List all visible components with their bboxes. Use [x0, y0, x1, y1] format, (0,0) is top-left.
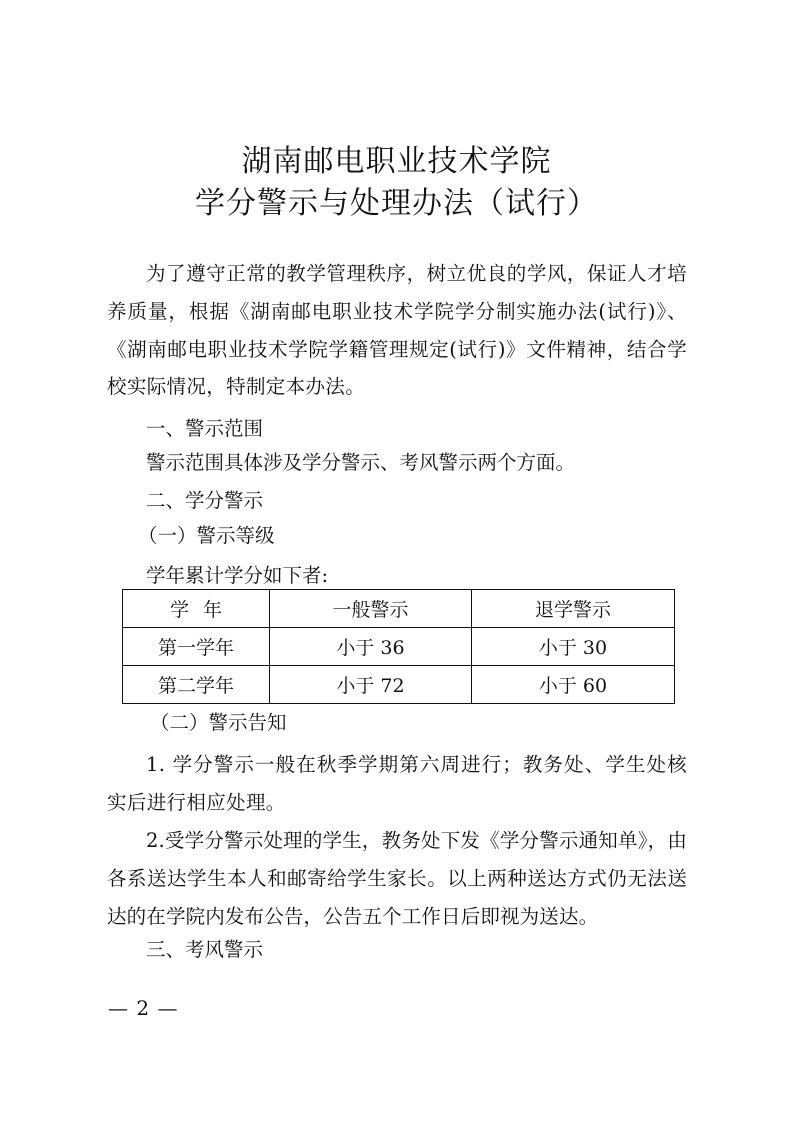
section1-text: 警示范围具体涉及学分警示、考风警示两个方面。: [146, 451, 576, 474]
section3-heading: 三、考风警示: [146, 938, 264, 961]
table-header-general-warning: 一般警示: [270, 590, 472, 628]
table-cell: 第一学年: [123, 628, 270, 666]
table-cell: 小于 72: [270, 666, 472, 704]
notice-item-1: 1. 学分警示一般在秋季学期第六周进行；教务处、学生处核实后进行相应处理。: [107, 753, 687, 814]
table-header-year: 学年: [123, 590, 270, 628]
document-title-line1: 湖南邮电职业技术学院: [241, 144, 552, 179]
credit-intro: 学年累计学分如下者:: [146, 564, 329, 587]
table-cell: 小于 60: [472, 666, 675, 704]
section2-heading: 二、学分警示: [146, 489, 264, 512]
table-row: [123, 628, 675, 666]
table-row: [123, 666, 675, 704]
table-cell: 第二学年: [123, 666, 270, 704]
page-number: — 2 —: [108, 996, 179, 1020]
table-header-row: [123, 590, 675, 628]
table-cell: 小于 30: [472, 628, 675, 666]
document-title-line2: 学分警示与处理办法（试行）: [195, 186, 598, 221]
intro-paragraph: 为了遵守正常的教学管理秩序，树立优良的学风，保证人才培养质量，根据《湖南邮电职业技术学院学分制实施办法(试行)》、《湖南邮电职业技术学院学籍管理规定(试行)》文件精神，结合学校实际情况，特制定本办法。: [107, 262, 687, 399]
notice-item-2: 2.受学分警示处理的学生，教务处下发《学分警示通知单》，由各系送达学生本人和邮寄给学生家长。以上两种送达方式仍无法送达的在学院内发布公告，公告五个工作日后即视为送达。: [107, 829, 687, 928]
table-cell: 小于 36: [270, 628, 472, 666]
table-header-dropout-warning: 退学警示: [472, 590, 675, 628]
warning-level-table: [122, 589, 675, 704]
subsection1-heading: （一）警示等级: [138, 524, 275, 547]
subsection2-heading: （二）警示告知: [150, 711, 287, 734]
section1-heading: 一、警示范围: [146, 417, 264, 440]
